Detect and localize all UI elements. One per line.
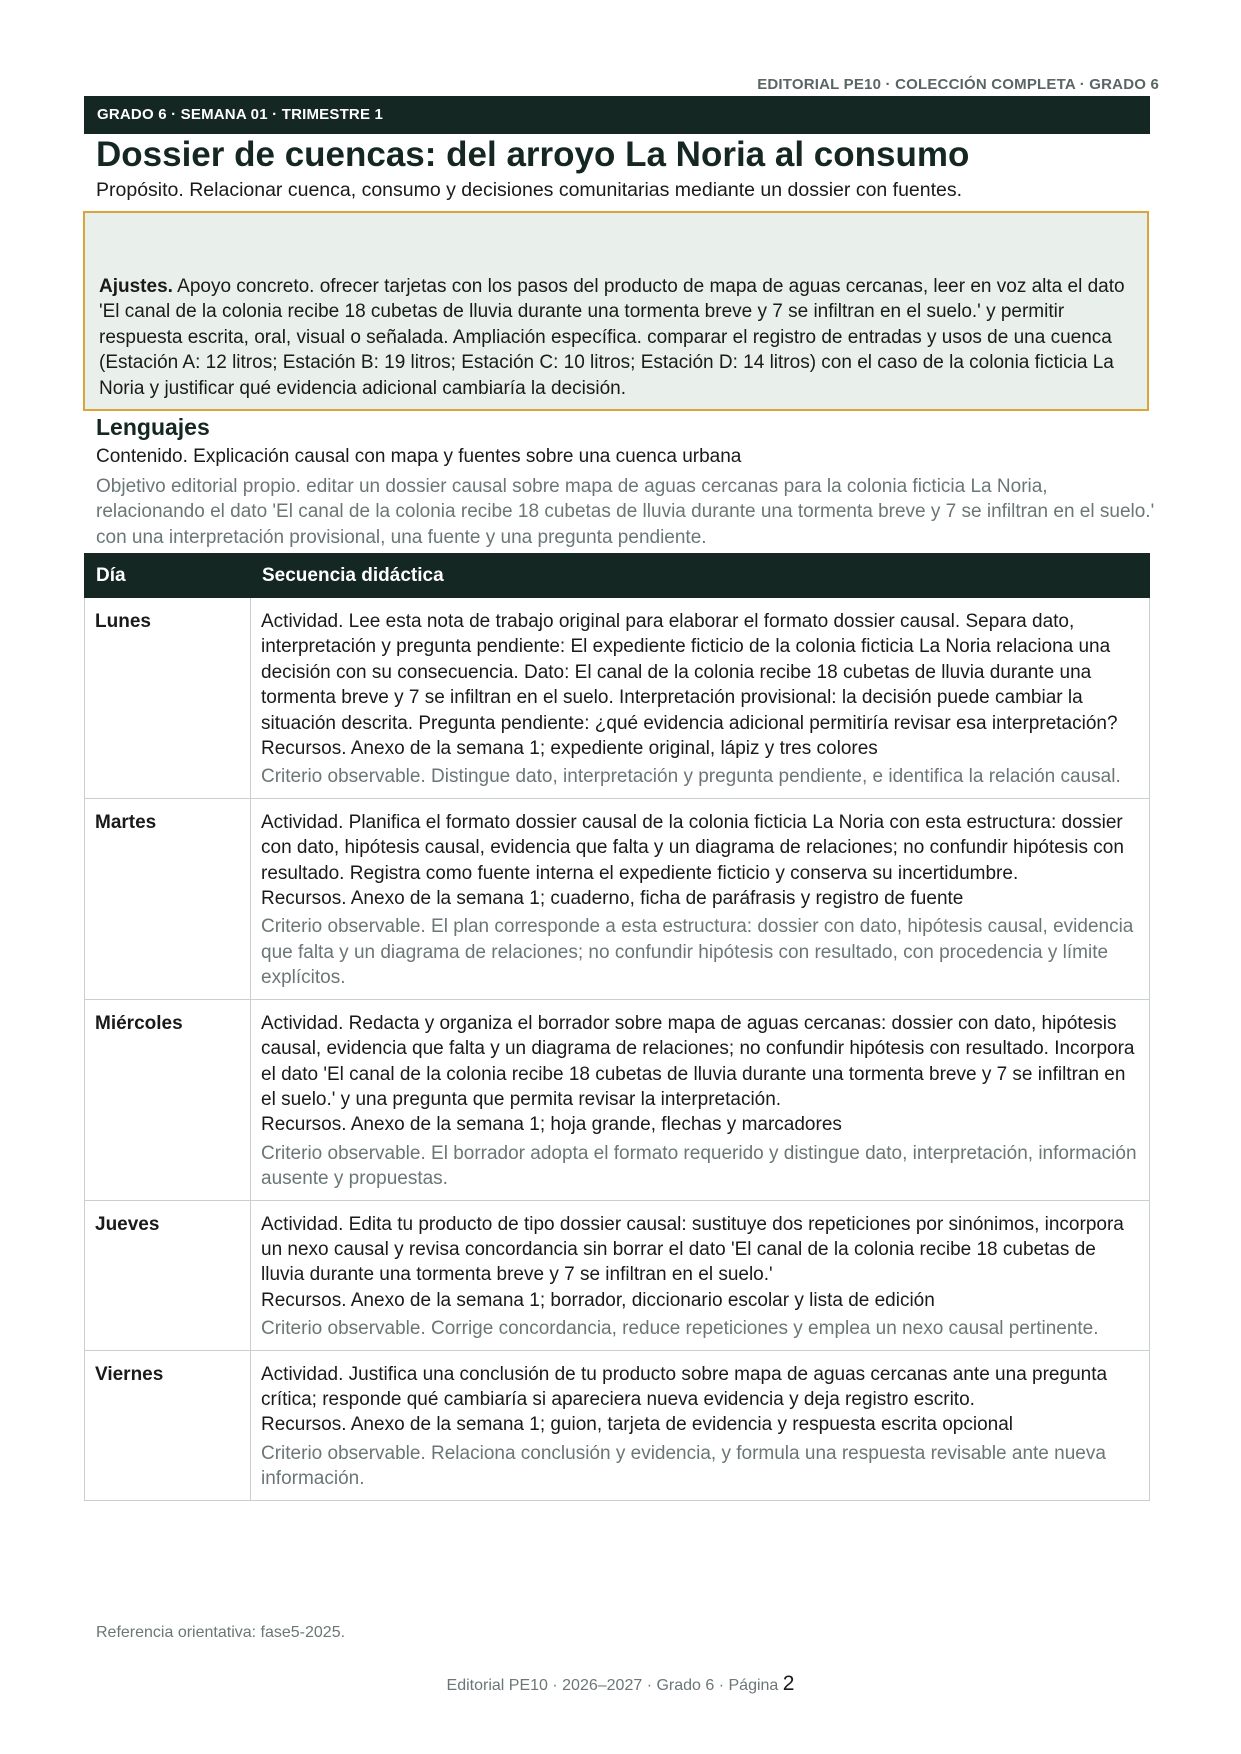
content-line: Contenido. Explicación causal con mapa y fuentes sobre una cuenca urbana bbox=[96, 446, 742, 467]
resources-text: Recursos. Anexo de la semana 1; hoja grande, flechas y marcadores bbox=[261, 1114, 842, 1136]
resources-text: Recursos. Anexo de la semana 1; cuaderno, ficha de paráfrasis y registro de fuente bbox=[261, 888, 964, 910]
sequence-cell bbox=[251, 999, 1150, 1200]
activity-text: Actividad. Redacta y organiza el borrador sobre mapa de aguas cercanas: dossier con dato, hipótesis causal, evidencia que falta y un diagrama de relaciones; no confundir hipótesis con resultado. Incorpora el dato 'El canal de la colonia recibe 18 cubetas de lluvia durante una tormenta breve y 7 se infiltran en el suelo.' y una pregunta que permita revisar la interpretación. bbox=[261, 1012, 1135, 1110]
adjustments-label: Ajustes. bbox=[99, 276, 173, 297]
day-cell: Martes bbox=[85, 798, 251, 999]
table-row bbox=[85, 1350, 1150, 1500]
header-sequence: Secuencia didáctica bbox=[251, 554, 1150, 598]
reference-note: Referencia orientativa: fase5-2025. bbox=[96, 1624, 346, 1641]
sequence-table bbox=[84, 553, 1150, 1501]
activity-text: Actividad. Planifica el formato dossier causal de la colonia ficticia La Noria con esta estructura: dossier con dato, hipótesis causal, evidencia que falta y un diagrama de relaciones; no confundir hipótesis con resultado. Registra como fuente interna el expediente ficticio y conserva su incertidumbre. bbox=[261, 811, 1124, 884]
criterion-text: Criterio observable. El borrador adopta el formato requerido y distingue dato, interpretación, información ausente y propuestas. bbox=[261, 1142, 1137, 1190]
footer-text: Editorial PE10 · 2026–2027 · Grado 6 · Página bbox=[446, 1677, 783, 1694]
table-row bbox=[85, 1200, 1150, 1350]
running-head: EDITORIAL PE10 · COLECCIÓN COMPLETA · GRADO 6 bbox=[757, 76, 1159, 93]
criterion-text: Criterio observable. El plan corresponde a esta estructura: dossier con dato, hipótesis causal, evidencia que falta y un diagrama de relaciones; no confundir hipótesis con resultado, con procedencia y límite explícitos. bbox=[261, 916, 1134, 989]
area-heading: Lenguajes bbox=[96, 414, 210, 440]
adjustments-text bbox=[99, 274, 1129, 401]
sequence-cell bbox=[251, 598, 1150, 799]
criterion-text: Criterio observable. Corrige concordancia, reduce repeticiones y emplea un nexo causal pertinente. bbox=[261, 1318, 1099, 1340]
resources-text: Recursos. Anexo de la semana 1; borrador, diccionario escolar y lista de edición bbox=[261, 1289, 935, 1311]
activity-text: Actividad. Lee esta nota de trabajo original para elaborar el formato dossier causal. Separa dato, interpretación y pregunta pendiente: El expediente ficticio de la colonia ficticia La Noria relaciona una decisión con su consecuencia. Dato: El canal de la colonia recibe 18 cubetas de lluvia durante una tormenta breve y 7 se infiltran en el suelo. Interpretación provisional: la decisión puede cambiar la situación descrita. Pregunta pendiente: ¿qué evidencia adicional permitiría revisar esa interpretación? bbox=[261, 611, 1118, 734]
resources-text: Recursos. Anexo de la semana 1; expediente original, lápiz y tres colores bbox=[261, 738, 878, 760]
adjustments-body: Apoyo concreto. ofrecer tarjetas con los pasos del producto de mapa de aguas cercanas, leer en voz alta el dato 'El canal de la colonia recibe 18 cubetas de lluvia durante una tormenta breve y 7 se infiltran en el suelo.' y permitir respuesta escrita, oral, visual o señalada. Ampliación específica. comparar el registro de entradas y usos de una cuenca (Estación A: 12 litros; Estación B: 19 litros; Estación C: 10 litros; Estación D: 14 litros) con el caso de la colonia ficticia La Noria y justificar qué evidencia adicional cambiaría la decisión. bbox=[99, 276, 1125, 399]
criterion-text: Criterio observable. Relaciona conclusión y evidencia, y formula una respuesta revisable ante nueva información. bbox=[261, 1442, 1106, 1490]
table-row bbox=[85, 598, 1150, 799]
sequence-cell bbox=[251, 1350, 1150, 1500]
day-cell: Miércoles bbox=[85, 999, 251, 1200]
objective-text: Objetivo editorial propio. editar un dossier causal sobre mapa de aguas cercanas para la colonia ficticia La Noria, relacionando el dato 'El canal de la colonia recibe 18 cubetas de lluvia durante una tormenta breve y 7 se infiltran en el suelo.' con una interpretación provisional, una fuente y una pregunta pendiente. bbox=[96, 476, 1155, 548]
day-cell: Lunes bbox=[85, 598, 251, 799]
day-cell: Viernes bbox=[85, 1350, 251, 1500]
sequence-cell bbox=[251, 1200, 1150, 1350]
table-header-row bbox=[85, 554, 1150, 598]
adjustments-box bbox=[83, 211, 1149, 411]
table-row bbox=[85, 999, 1150, 1200]
sequence-cell bbox=[251, 798, 1150, 999]
activity-text: Actividad. Edita tu producto de tipo dossier causal: sustituye dos repeticiones por sinónimos, incorpora un nexo causal y revisa concordancia sin borrar el dato 'El canal de la colonia recibe 18 cubetas de lluvia durante una tormenta breve y 7 se infiltran en el suelo.' bbox=[261, 1213, 1124, 1286]
header-day: Día bbox=[85, 554, 251, 598]
page-footer bbox=[0, 1672, 1241, 1696]
purpose-line: Propósito. Relacionar cuenca, consumo y decisiones comunitarias mediante un dossier con fuentes. bbox=[96, 179, 963, 201]
activity-text: Actividad. Justifica una conclusión de tu producto sobre mapa de aguas cercanas ante una pregunta crítica; responde qué cambiaría si apareciera nueva evidencia y deja registro escrito. bbox=[261, 1363, 1108, 1410]
page-title: Dossier de cuencas: del arroyo La Noria al consumo bbox=[96, 135, 970, 174]
table-row bbox=[85, 798, 1150, 999]
resources-text: Recursos. Anexo de la semana 1; guion, tarjeta de evidencia y respuesta escrita opcional bbox=[261, 1414, 1014, 1436]
day-cell: Jueves bbox=[85, 1200, 251, 1350]
page-number: 2 bbox=[782, 1672, 795, 1695]
grade-week-band: GRADO 6 · SEMANA 01 · TRIMESTRE 1 bbox=[84, 96, 1150, 134]
criterion-text: Criterio observable. Distingue dato, interpretación y pregunta pendiente, e identifica la relación causal. bbox=[261, 766, 1121, 788]
